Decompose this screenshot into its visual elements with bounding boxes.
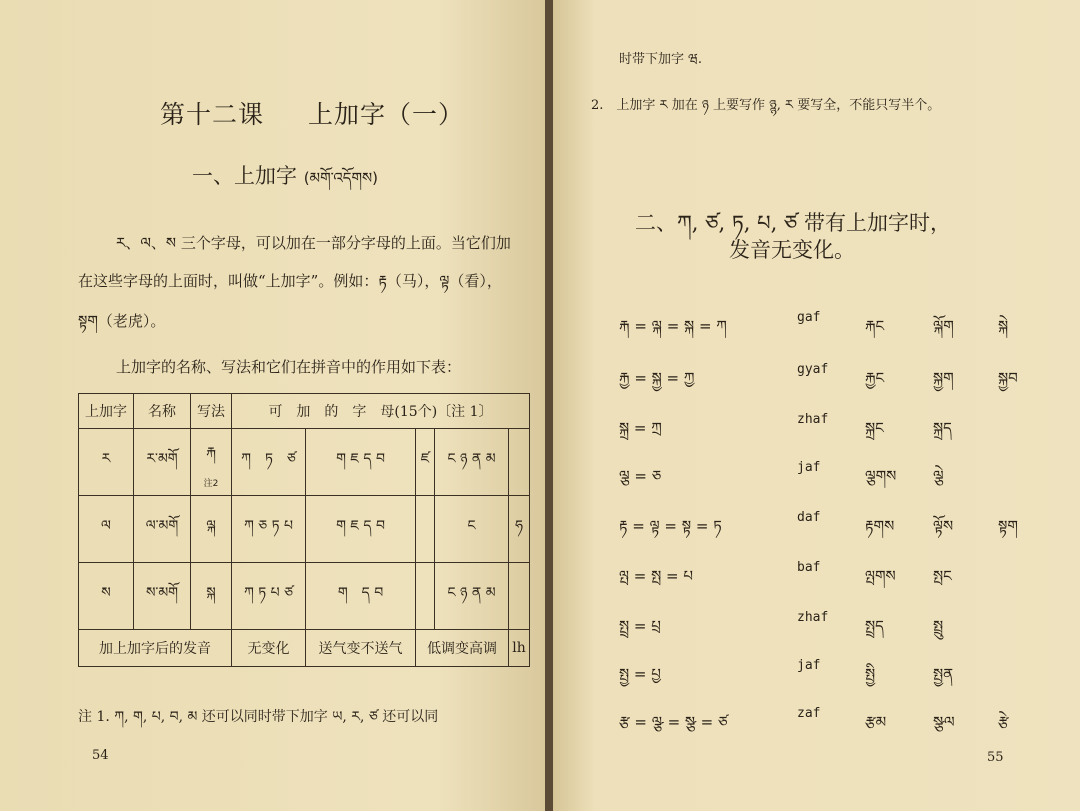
header-cell: 可 加 的 字 母(15个)〔注 1〕	[232, 394, 530, 429]
example-row	[553, 460, 1080, 490]
example-word: སྤང	[933, 567, 952, 585]
equation: སྤྱ = པྱ	[619, 665, 661, 683]
example-word: ལྐོག	[933, 317, 954, 335]
footnote: 注 1. ཀ, ག, པ, བ, མ 还可以同时带下加字 ཡ, ར, ཙ 还可以同	[78, 709, 439, 725]
example-row	[553, 706, 1080, 736]
table-cell: ར	[79, 429, 134, 496]
example-word: རྩེ	[998, 713, 1009, 731]
note2-label: 注2	[203, 478, 219, 489]
table-header-row	[79, 394, 530, 429]
section1-title	[192, 160, 378, 204]
superscript-table	[78, 393, 530, 667]
form-glyph: རྐ	[206, 444, 216, 461]
lesson-title: 第十二课	[160, 100, 265, 129]
footer-cell: 加上加字后的发音	[79, 630, 232, 667]
section2-title-line2: 发音无变化。	[729, 238, 855, 262]
table-cell	[416, 496, 435, 563]
table-cell	[416, 563, 435, 630]
example-word: སྐྱག	[933, 369, 954, 387]
footer-cell: 送气变不送气	[305, 630, 415, 667]
footer-cell: 无变化	[232, 630, 306, 667]
example-row	[553, 412, 1080, 442]
example-word: ལྕགས	[865, 467, 897, 485]
example-row	[553, 658, 1080, 688]
para1-line2: 在这些字母的上面时，叫做“上加字”。例如：རྟ（马），ལྟ（看），	[78, 272, 502, 290]
example-word: སྤྲད	[865, 617, 884, 635]
example-word: སྐྲང	[865, 419, 884, 437]
table-cell: ར་མགོ	[134, 429, 191, 496]
table-cell: ཛ	[416, 429, 435, 496]
table-cell: ང ཉ ན མ	[434, 429, 508, 496]
example-word: སྩལ	[933, 713, 955, 731]
table-cell: ཧ	[509, 496, 530, 563]
equation: སྤྲ = པྲ	[619, 617, 661, 635]
pinyin: jaf	[797, 658, 821, 673]
example-word: ལྟོས	[933, 517, 954, 535]
section1-title-tibetan: (མགོ་འདོགས)	[303, 169, 379, 187]
pinyin: zhaf	[797, 412, 829, 427]
book-gutter	[545, 0, 553, 811]
item-2: 2. 上加字 ར 加在 ཉ 上要写作 ཉྙ, ར 要写全，不能只写半个。	[591, 98, 941, 113]
example-word: ལྤགས	[865, 567, 896, 585]
page-number-right: 55	[987, 750, 1004, 765]
example-word: སྤྲུ	[933, 617, 944, 635]
example-row	[553, 610, 1080, 640]
pinyin: zhaf	[797, 610, 829, 625]
table-cell	[191, 429, 232, 496]
table-cell: ས་མགོ	[134, 563, 191, 630]
equation: རྩ = ལྩ = སྩ = ཙ	[619, 713, 728, 731]
example-row	[553, 510, 1080, 540]
table-cell: ཀ ཏ པ ཙ	[232, 563, 306, 630]
table-cell: ང ཉ ན མ	[434, 563, 508, 630]
table-cell	[509, 563, 530, 630]
example-word: རྐང	[865, 317, 885, 335]
example-word: རྐྱང	[865, 369, 885, 387]
table-cell: ལྐ	[191, 496, 232, 563]
para1-line1: ར、ལ、ས 三个字母，可以加在一部分字母的上面。当它们加	[116, 234, 511, 252]
header-cell: 写法	[191, 394, 232, 429]
equation: སྐྲ = ཀྲ	[619, 419, 662, 437]
table-cell: ལ	[79, 496, 134, 563]
table-cell: ཀ ཏ ཙ	[232, 429, 306, 496]
table-cell: ས	[79, 563, 134, 630]
footer-cell: lh	[509, 630, 530, 667]
table-cell: ང	[434, 496, 508, 563]
example-word: རྟགས	[865, 517, 895, 535]
example-row	[553, 560, 1080, 590]
pinyin: jaf	[797, 460, 821, 475]
pinyin: gaf	[797, 310, 821, 325]
table-cell: ལ་མགོ	[134, 496, 191, 563]
table-row	[79, 496, 530, 563]
example-word: སྐྲད	[933, 419, 952, 437]
footer-cell: 低调变高调	[416, 630, 509, 667]
equation: རྐ = ལྐ = སྐ = ཀ	[619, 317, 727, 335]
table-cell: ཀ ཅ ཏ པ	[232, 496, 306, 563]
header-cell: 上加字	[79, 394, 134, 429]
table-intro: 上加字的名称、写法和它们在拼音中的作用如下表：	[116, 358, 462, 376]
pinyin: zaf	[797, 706, 821, 721]
example-word: སྤྱན	[933, 665, 954, 683]
example-word: ལྕེ	[933, 467, 944, 485]
table-row	[79, 563, 530, 630]
section1-title-zh: 一、上加字	[192, 164, 297, 188]
header-cell: 名称	[134, 394, 191, 429]
page-number-left: 54	[92, 748, 109, 763]
table-row	[79, 429, 530, 496]
equation: ལྤ = སྤ = པ	[619, 567, 693, 585]
continued-line: 时带下加字 ཝ.	[619, 52, 702, 67]
pinyin: baf	[797, 560, 821, 575]
section2-title-line1: 二、ཀ, ཙ, ཏ, པ, ཙ 带有上加字时，	[635, 211, 951, 235]
table-cell: ག ད བ	[305, 563, 415, 630]
example-word: སྤྱི	[865, 665, 876, 683]
example-row	[553, 310, 1080, 340]
equation: རྟ = ལྟ = སྟ = ཏ	[619, 517, 722, 535]
equation: ལྕ = ཅ	[619, 467, 662, 485]
example-word: སྟག	[998, 517, 1018, 535]
example-word: རྩམ	[865, 713, 887, 731]
example-word: སྐྱབ	[998, 369, 1018, 387]
example-row	[553, 362, 1080, 392]
table-cell: ག ཇ ད བ	[305, 496, 415, 563]
right-page	[553, 0, 1080, 811]
equation: རྐྱ = སྐྱ = ཀྱ	[619, 369, 695, 387]
table-cell: ག ཇ ད བ	[305, 429, 415, 496]
pinyin: gyaf	[797, 362, 829, 377]
table-footer-row	[79, 630, 530, 667]
table-cell: སྐ	[191, 563, 232, 630]
example-word: སྐེ	[998, 317, 1009, 335]
table-cell	[509, 429, 530, 496]
lesson-topic: 上加字（一）	[308, 100, 465, 129]
para1-line3: སྟག（老虎）。	[78, 312, 166, 330]
pinyin: daf	[797, 510, 821, 525]
